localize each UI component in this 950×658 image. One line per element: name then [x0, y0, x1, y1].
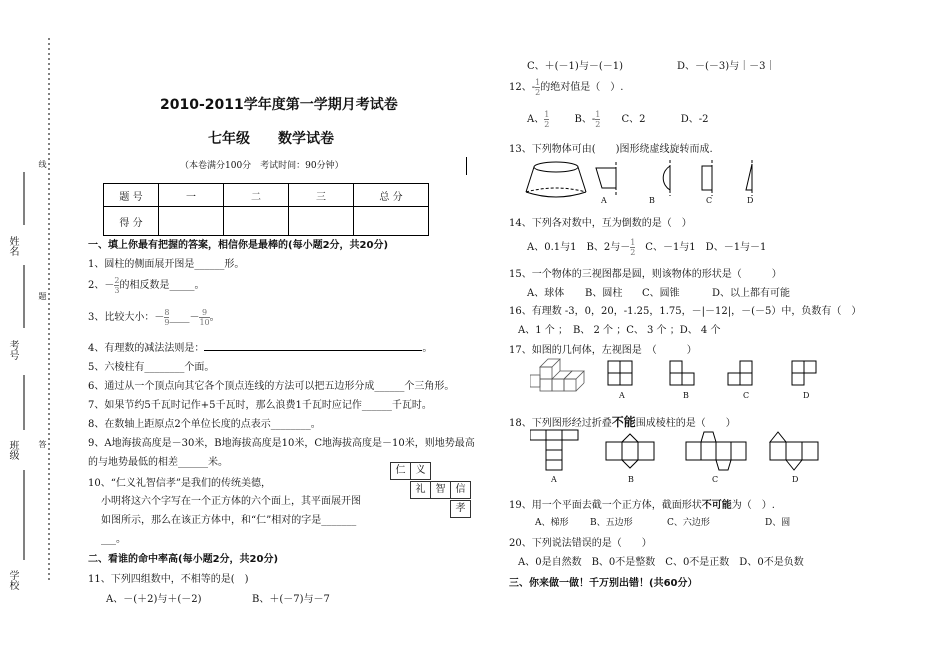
q19-suffix: 为（ ）. — [731, 500, 775, 511]
net-cell-xin: 信 — [450, 481, 471, 499]
q15-option-c: C、圆锥 — [642, 288, 680, 299]
question-10-line3: 如图所示，那么在该正方体中，和“仁”相对的字是_______ — [101, 515, 357, 526]
q12-fraction: $\frac{1}{2}$ — [535, 78, 541, 97]
q13-label-b: B — [649, 196, 655, 205]
binding-line — [44, 0, 54, 658]
question-7: 7、如果节约5千瓦时记作+5千瓦时，那么浪费1千瓦时应记作______千瓦时。 — [88, 400, 432, 411]
q13-label-c: C — [706, 196, 713, 205]
binding-mark-xian: 线 — [38, 160, 47, 168]
cursor-mark — [466, 157, 467, 175]
q2-prefix: 2、－ — [88, 280, 115, 291]
q12-option-a-fraction: $\frac{1}{2}$ — [544, 110, 550, 129]
question-13: 13、下列物体可由( )图形绕虚线旋转而成. — [509, 144, 713, 155]
q14-fraction: $\frac{1}{2}$ — [630, 238, 636, 257]
q12-options — [527, 110, 709, 129]
q15-option-b: B、圆柱 — [585, 288, 623, 299]
q13-figures — [520, 160, 770, 205]
q18-label-b: B — [628, 475, 634, 484]
q3-fraction-2: $\frac{9}{10}$ — [199, 308, 210, 327]
q11-option-b: B、＋(－7)与－7 — [252, 594, 330, 605]
net-cell-yi: 义 — [410, 462, 431, 480]
q12-option-a: A、 — [527, 114, 545, 125]
q4-text: 4、有理数的减法法则是： — [88, 343, 205, 354]
score-header-cell: 一 — [159, 184, 224, 207]
q4-answer-blank[interactable] — [204, 341, 422, 351]
question-15: 15、一个物体的三视图都是圆，则该物体的形状是（ ） — [509, 269, 782, 280]
net-cell-zhi: 智 — [430, 481, 451, 499]
question-14: 14、下列各对数中，互为倒数的是（ ） — [509, 218, 692, 229]
exam-info: （本卷满分100分 考试时间：90分钟） — [180, 161, 344, 171]
q12-option-b: B、- — [574, 114, 596, 125]
binding-mark-da: 答 — [38, 440, 47, 448]
question-3 — [88, 308, 220, 327]
q12-option-d: D、-2 — [680, 114, 709, 125]
score-cell[interactable] — [289, 207, 354, 236]
score-header-cell: 三 — [289, 184, 354, 207]
q18-label-a: A — [551, 475, 557, 484]
question-9-line1: 9、A地海拔高度是－30米，B地海拔高度是10米，C地海拔高度是－10米，则地势最高 — [88, 438, 475, 449]
q15-option-a: A、球体 — [527, 288, 565, 299]
score-header-cell: 二 — [224, 184, 289, 207]
q19-prefix: 19、用一个平面去截一个正方体，截面形状 — [509, 500, 702, 511]
question-11: 11、下列四组数中，不相等的是( ) — [88, 574, 249, 585]
section3-heading: 三、你来做一做！千万别出错！(共60分） — [509, 578, 698, 589]
question-8: 8、在数轴上距原点2个单位长度的点表示________。 — [88, 419, 321, 430]
side-exam-no-label: 考号 — [7, 340, 18, 360]
q18-figures — [530, 428, 830, 476]
q17-label-c: C — [743, 391, 750, 400]
q12-option-c: C、2 — [621, 114, 646, 125]
question-17: 17、如图的几何体，左视图是 （ ） — [509, 345, 697, 356]
question-5: 5、六棱柱有________个面。 — [88, 362, 215, 373]
q18-suffix: 围成棱柱的是（ ） — [635, 418, 736, 429]
side-name-label: 姓名 — [7, 236, 18, 256]
net-cell-xiao: 孝 — [450, 500, 471, 518]
q11-option-a: A、－(＋2)与＋(－2) — [106, 594, 202, 605]
q14-options — [527, 238, 766, 257]
question-20: 20、下列说法错误的是（ ） — [509, 538, 652, 549]
q14-options-b: C、－1与1 D、－1与－1 — [635, 242, 767, 253]
question-6: 6、通过从一个顶点向其它各个顶点连线的方法可以把五边形分成______个三角形。 — [88, 381, 455, 392]
score-cell[interactable] — [354, 207, 429, 236]
question-2 — [88, 276, 204, 295]
q12-prefix: 12、- — [509, 82, 536, 93]
q19-option-d: D、圆 — [765, 518, 791, 528]
q3-prefix: 3、比较大小：－ — [88, 312, 165, 323]
q17-label-b: B — [683, 391, 689, 400]
section2-heading: 二、看谁的命中率高(每小题2分，共20分) — [88, 554, 279, 565]
q18-emphasis: 不能 — [611, 415, 636, 429]
question-16: 16、有理数 -3，0，20，-1.25，1.75，－|－12|，－(－5）中，负数有（ ） — [509, 306, 862, 317]
question-10-line2: 小明将这六个字写在一个正方体的六个面上，其平面展开图 — [101, 496, 361, 507]
q17-label-d: D — [803, 391, 810, 400]
side-rules — [12, 0, 42, 658]
q19-emphasis: 不可能 — [701, 500, 732, 511]
question-12 — [509, 78, 623, 97]
net-cell-ren: 仁 — [390, 462, 411, 480]
q19-option-b: B、五边形 — [590, 518, 633, 528]
q19-option-c: C、六边形 — [667, 518, 710, 528]
score-cell[interactable] — [224, 207, 289, 236]
binding-mark-ti: 题 — [38, 292, 47, 300]
q11-option-c: C、＋(－1)与－(－1) — [527, 61, 623, 72]
question-10-line4: ___。 — [101, 534, 126, 545]
score-table — [103, 183, 429, 236]
q20-options: A、0是自然数 B、0不是整数 C、0不是正数 D、0不是负数 — [518, 557, 804, 568]
q3-fraction-1: $\frac{8}{9}$ — [164, 308, 170, 327]
q4-end: 。 — [422, 343, 433, 354]
q2-fraction: $\frac{2}{3}$ — [114, 276, 120, 295]
question-10-line1: 10、“仁义礼智信孝”是我们的传统美德， — [88, 478, 271, 489]
q17-figures — [530, 355, 830, 400]
q14-options-a: A、0.1与1 B、2与－ — [527, 242, 631, 253]
side-class-label: 班级 — [7, 440, 18, 460]
q13-label-d: D — [747, 196, 754, 205]
question-1: 1、圆柱的侧面展开图是______形。 — [88, 259, 245, 270]
score-header-cell: 题 号 — [104, 184, 159, 207]
net-cell-li: 礼 — [410, 481, 431, 499]
q3-middle: ____－ — [169, 312, 200, 323]
q3-suffix: 。 — [209, 312, 220, 323]
q19-option-a: A、梯形 — [535, 518, 569, 528]
q13-label-a: A — [601, 196, 607, 205]
q18-prefix: 18、下列图形经过折叠 — [509, 418, 612, 429]
question-19 — [509, 496, 775, 511]
q12-option-b-fraction: $\frac{1}{2}$ — [595, 110, 601, 129]
q16-options: A、1 个 ； B、 2 个 ；C、 3 个 ；D、 4 个 — [518, 325, 721, 336]
exam-subtitle: 七年级 数学试卷 — [208, 131, 334, 147]
q17-label-a: A — [619, 391, 625, 400]
score-cell[interactable] — [159, 207, 224, 236]
q11-option-d: D、－(－3)与｜－3｜ — [677, 61, 776, 72]
score-row-label: 得 分 — [104, 207, 159, 236]
question-4 — [88, 339, 432, 354]
question-9-line2: 的与地势最低的相差______米。 — [88, 457, 228, 468]
q12-suffix: 的绝对值是（ ）. — [540, 82, 624, 93]
q2-suffix: 的相反数是_____。 — [119, 280, 205, 291]
exam-title: 2010-2011学年度第一学期月考试卷 — [160, 97, 398, 113]
section1-heading: 一、填上你最有把握的答案，相信你是最棒的(每小题2分，共20分) — [88, 240, 389, 251]
score-header-cell: 总 分 — [354, 184, 429, 207]
q18-label-c: C — [712, 475, 719, 484]
q18-label-d: D — [792, 475, 799, 484]
side-school-label: 学校 — [7, 570, 18, 590]
q15-option-d: D、以上都有可能 — [712, 288, 791, 299]
